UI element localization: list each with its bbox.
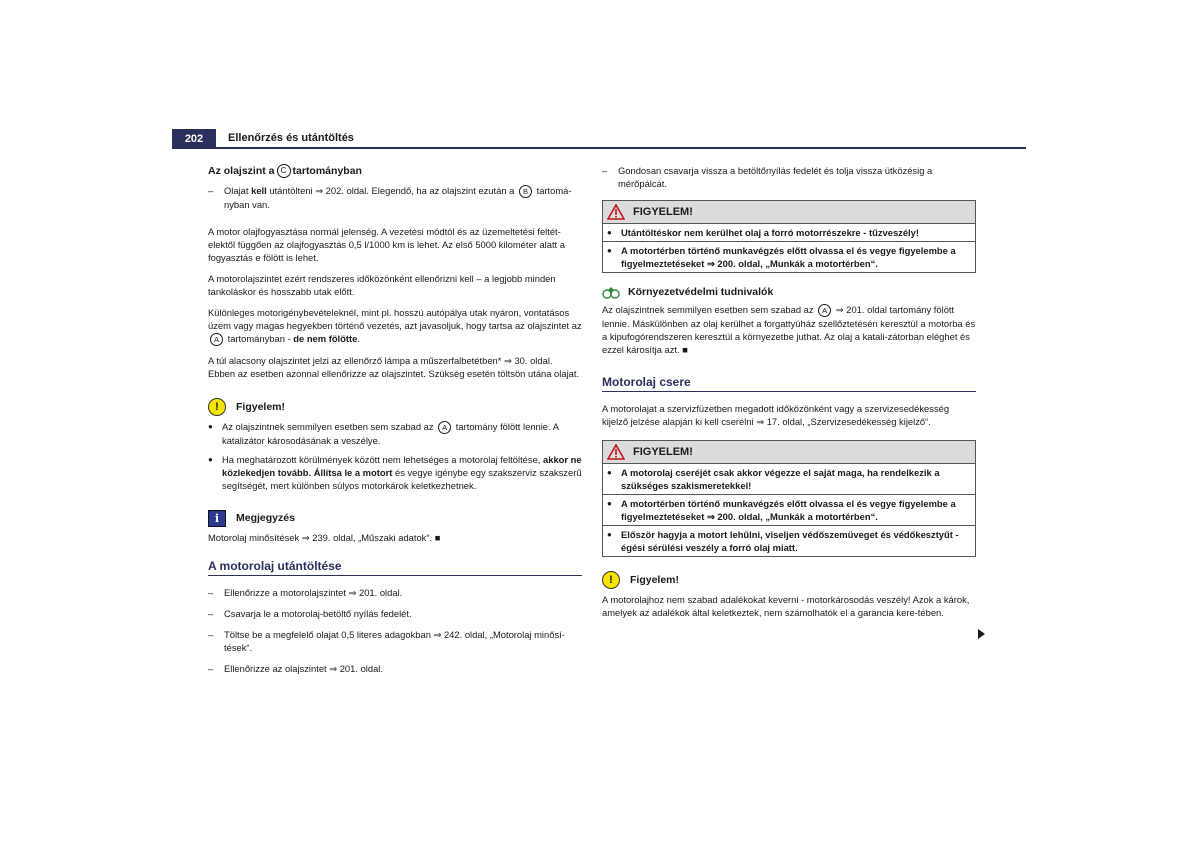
warning-row: ● Utántöltéskor nem kerülhet olaj a forró motorrészekre - tűzveszély! — [603, 224, 975, 242]
warning-triangle-icon — [607, 444, 625, 460]
step-item: – Ellenőrizze a motorolajszintet ⇒ 201. oldal. — [208, 587, 403, 599]
warning-row: ● A motortérben történő munkavégzés előtt olvassa el és vegye figyelembe a figyelmeztetéseket ⇒ 200. oldal, „Munkák a motortérben“. — [607, 245, 956, 269]
chapter-title: Ellenőrzés és utántöltés — [228, 132, 354, 144]
section-heading-topup: A motorolaj utántöltése — [208, 560, 582, 576]
right-column — [602, 164, 976, 627]
warning-header: FIGYELEM! — [603, 441, 975, 464]
step-item: – Ellenőrizze az olajszintet ⇒ 201. oldal. — [208, 663, 383, 675]
step-item: – Csavarja le a motorolaj-betöltő nyílás fedelét. — [208, 608, 412, 620]
zone-b-icon: B — [519, 185, 532, 198]
oil-zone-heading: Az olajszint a C tartományban — [208, 164, 362, 177]
warning-row: ● A motorolaj cseréjét csak akkor végezze el saját maga, ha rendelkezik a szükséges szakismeretekkel! — [603, 464, 975, 495]
zone-a-icon: A — [438, 421, 451, 434]
caution-icon: ! — [602, 571, 620, 589]
info-icon: i — [208, 510, 226, 527]
zone-c-icon: C — [277, 164, 291, 178]
note-text: Motorolaj minősítések ⇒ 239. oldal, „Műszaki adatok“. ■ — [208, 532, 441, 544]
warning-row: ● A motortérben történő munkavégzés előtt olvassa el és vegye figyelembe a figyelmeztetéseket ⇒ 200. oldal, „Munkák a motortérben“. — [603, 495, 975, 526]
caution-heading: ! Figyelem! — [602, 571, 976, 589]
caution-heading: ! Figyelem! — [208, 398, 582, 416]
warning-triangle-icon — [607, 204, 625, 220]
step-item: – Gondosan csavarja vissza a betöltőnyílás fedelét és tolja vissza ütközésig a mérőpálcát. — [602, 165, 933, 189]
paragraph-special-conditions: Különleges motorigénybevételeknél, mint pl. hosszú autópálya utak nyáron, vontatásos üzem vagy magas hegyekben történő vezetés, azt javasoljuk, hogy tartsa az olajszintet az A tartományban - de nem fölötte. — [208, 307, 582, 345]
step-item: – Töltse be a megfelelő olajat 0,5 literes adagokban ⇒ 242. oldal, „Motorolaj minősí-tések“. — [208, 629, 565, 654]
left-column — [208, 164, 582, 683]
paragraph-low-level: A túl alacsony olajszintet jelzi az ellenőrző lámpa a műszerfalbetétben* ⇒ 30. oldal. Ebben az esetben azonnal ellenőrizze az olajszintet. Szükség esetén töltsön utána olajat. — [208, 355, 580, 380]
environment-icon — [602, 285, 620, 299]
header-rule — [172, 147, 1026, 149]
paragraph-consumption: A motor olajfogyasztása normál jelenség. A vezetési módtól és az üzemeltetési feltét-elektől függően az olajfogyasztás 0,5 l/1000 km is lehet. Az első 5000 kilométer alatt a fogyasztás e fölött is lehet. — [208, 226, 565, 264]
warning-box — [602, 200, 976, 273]
caution-item: ● Ha meghatározott körülmények között nem lehetséges a motorolaj feltöltése, akkor ne közlekedjen tovább. Állítsa le a motort és vegye igénybe egy szakszerviz szakszerű segítségét, mert különben súlyos motorkárok keletkezhetnek. — [208, 454, 582, 492]
note-heading: i Megjegyzés — [208, 510, 582, 527]
zone-a-icon: A — [210, 333, 223, 346]
zone-item: – Olajat kell utántölteni ⇒ 202. oldal. Elegendő, ha az olajszint ezután a B tartomá-nyban van. — [208, 185, 572, 211]
caution-item: ● Az olajszintnek semmilyen esetben sem szabad az A tartomány fölött lennie. A katalizátor károsodásának a veszélye. — [208, 421, 559, 447]
next-page-arrow-icon — [978, 629, 985, 639]
warning-row: ● Először hagyja a motort lehűlni, viseljen védőszemüveget és védőkesztyűt - égési sérülési veszély a forró olaj miatt. — [607, 529, 959, 554]
zone-a-icon: A — [818, 304, 831, 317]
change-text: A motorolajat a szervizfüzetben megadott időközönként vagy a szervizesedékesség kijelző jelzése alapján ki kell cserélni ⇒ 17. oldal, „Szervizesedékesség kijelző“. — [602, 403, 950, 428]
warning-box — [602, 440, 976, 557]
section-heading-change: Motorolaj csere — [602, 376, 976, 392]
caution-text: A motorolajhoz nem szabad adalékokat keverni - motorkárosodás veszély! Azok a károk, amelyek az adalékok által keletkeztek, nem számolhatók el a garancia kere-tében. — [602, 594, 970, 619]
caution-icon: ! — [208, 398, 226, 416]
warning-header: FIGYELEM! — [603, 201, 975, 224]
paragraph-regular-check: A motorolajszintet ezért rendszeres időközönként ellenőrizni kell – a legjobb minden tankoláskor és hosszabb utak előtt. — [208, 273, 556, 298]
page-number: 202 — [172, 129, 216, 149]
environment-heading: Környezetvédelmi tudnivalók — [602, 285, 976, 299]
environment-text: Az olajszintnek semmilyen esetben sem szabad az A ⇒ 201. oldal tartomány fölött lennie. Máskülönben az olaj kerülhet a forgattyúház szellőztetésén keresztül a motorba és a kipufogórendszeren keresztül a környezetbe juthat. Az olaj a katali-zátorban eléghet és ezzel károsítja azt. ■ — [602, 304, 976, 356]
